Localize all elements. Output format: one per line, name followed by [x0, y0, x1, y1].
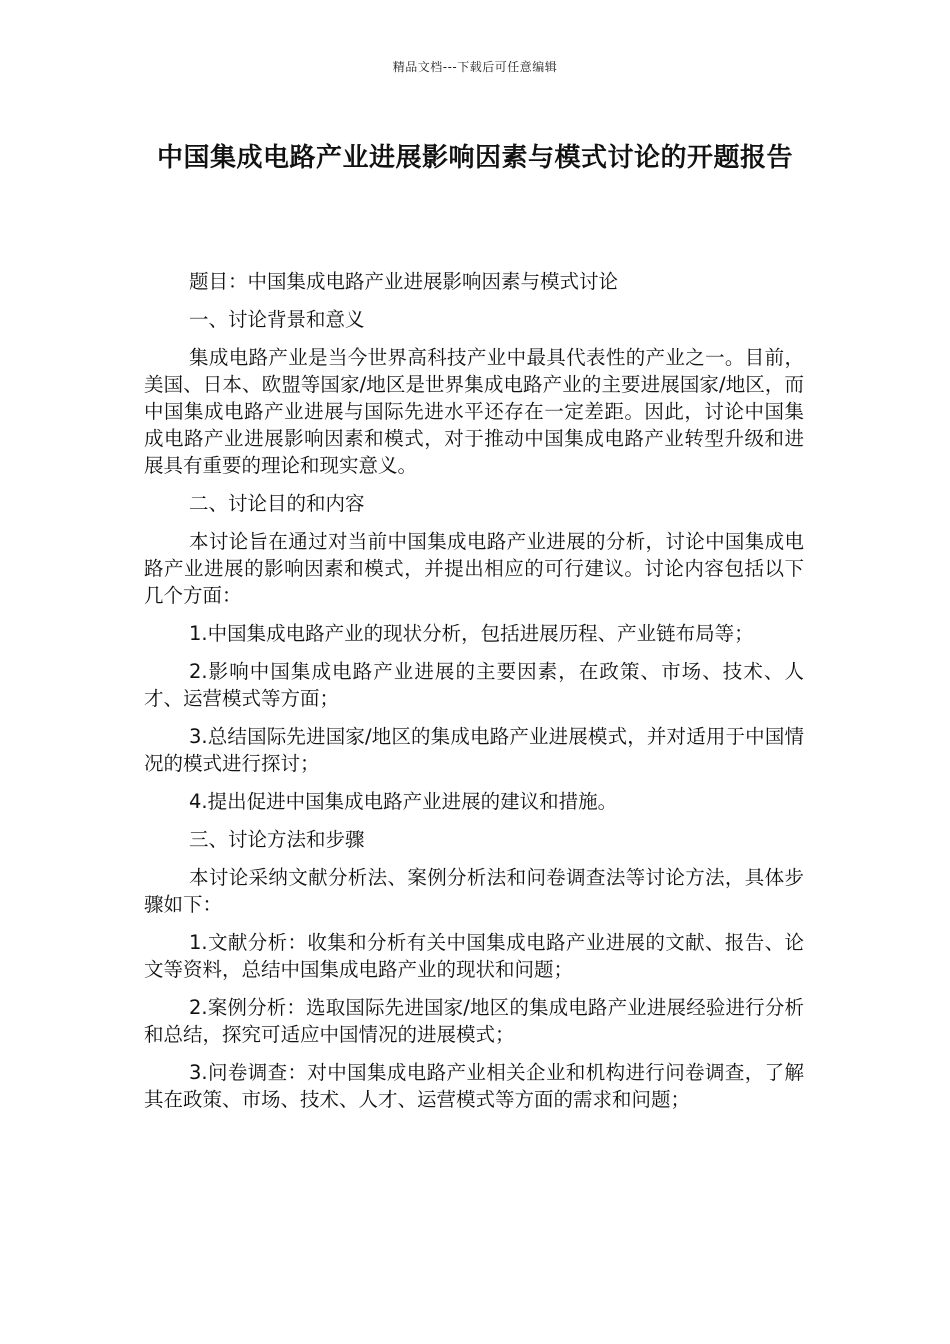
header-note: 精品文档---下载后可任意编辑: [392, 60, 558, 74]
list-item-purpose-1: 1.中国集成电路产业的现状分析，包括进展历程、产业链布局等；: [189, 622, 754, 645]
list-item-purpose-2: 2.影响中国集成电路产业进展的主要因素，在政策、市场、技术、人才、运营模式等方面；: [144, 660, 804, 710]
document-title: 中国集成电路产业进展影响因素与模式讨论的开题报告: [156, 143, 793, 173]
list-item-purpose-4: 4.提出促进中国集成电路产业进展的建议和措施。: [189, 790, 618, 813]
section-heading-methods: 三、讨论方法和步骤: [189, 828, 365, 851]
paragraph-background: 集成电路产业是当今世界高科技产业中最具代表性的产业之一。目前，美国、日本、欧盟等国家/地区是世界集成电路产业的主要进展国家/地区，而中国集成电路产业进展与国际先进水平还存在一定差距。因此，讨论中国集成电路产业进展影响因素和模式，对于推动中国集成电路产业转型升级和进展具有重要的理论和现实意义。: [144, 346, 804, 477]
paragraph-purpose: 本讨论旨在通过对当前中国集成电路产业进展的分析，讨论中国集成电路产业进展的影响因素和模式，并提出相应的可行建议。讨论内容包括以下几个方面：: [144, 530, 804, 607]
paragraph-methods: 本讨论采纳文献分析法、案例分析法和问卷调查法等讨论方法，具体步骤如下：: [144, 866, 804, 916]
topic-line: 题目：中国集成电路产业进展影响因素与模式讨论: [189, 270, 619, 293]
list-item-purpose-3: 3.总结国际先进国家/地区的集成电路产业进展模式，并对适用于中国情况的模式进行探讨；: [144, 725, 804, 775]
section-heading-background: 一、讨论背景和意义: [189, 308, 365, 331]
list-item-method-2: 2.案例分析：选取国际先进国家/地区的集成电路产业进展经验进行分析和总结，探究可适应中国情况的进展模式；: [144, 996, 804, 1046]
list-item-method-1: 1.文献分析：收集和分析有关中国集成电路产业进展的文献、报告、论文等资料，总结中国集成电路产业的现状和问题；: [144, 931, 804, 981]
document-body: [144, 268, 804, 1124]
list-item-method-3: 3.问卷调查：对中国集成电路产业相关企业和机构进行问卷调查，了解其在政策、市场、技术、人才、运营模式等方面的需求和问题；: [144, 1061, 804, 1111]
section-heading-purpose: 二、讨论目的和内容: [189, 492, 365, 515]
